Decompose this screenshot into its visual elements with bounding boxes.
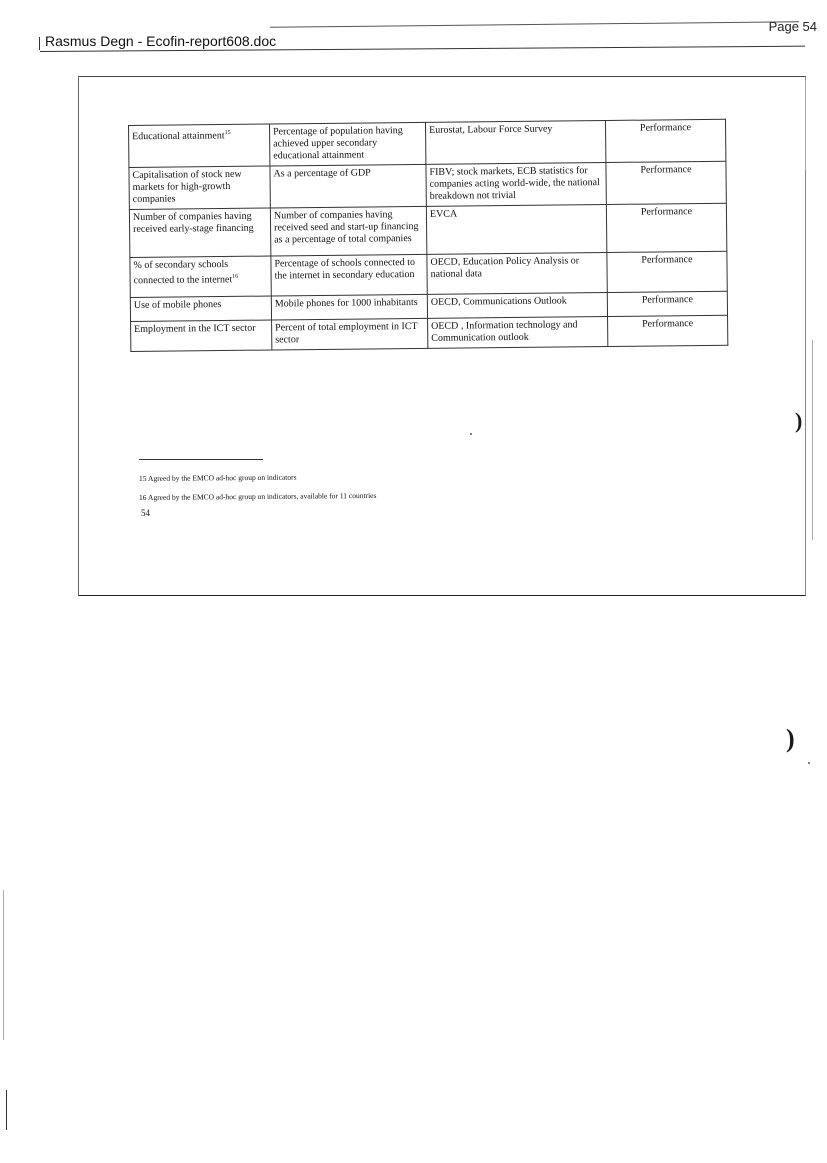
indicator-cell xyxy=(129,208,270,257)
page-number: 54 xyxy=(141,508,150,518)
indicator-cell xyxy=(129,124,270,167)
table-row xyxy=(130,251,727,297)
footnote-rule xyxy=(139,459,263,460)
table-row xyxy=(129,203,726,257)
table-row xyxy=(131,315,728,351)
definition-cell: Percentage of population having achieved upper secondary educational attainment xyxy=(269,122,425,166)
scan-speck xyxy=(470,433,472,435)
definition-cell: As a percentage of GDP xyxy=(270,164,426,208)
scan-bracket-mark: ) xyxy=(795,408,803,433)
type-cell: Performance xyxy=(606,203,726,252)
indicator-label: Educational attainment xyxy=(132,130,225,143)
indicator-cell xyxy=(131,320,272,351)
indicator-cell xyxy=(130,256,271,297)
footnote-15: 15 Agreed by the EMCO ad-hoc group on indicators xyxy=(139,472,297,483)
table-row xyxy=(129,119,726,167)
footnote-ref: 16 xyxy=(232,273,239,280)
type-cell: Performance xyxy=(606,161,726,204)
footnote-ref: 15 xyxy=(224,129,231,136)
indicators-table xyxy=(128,119,728,352)
document-filename: Rasmus Degn - Ecofin-report608.doc xyxy=(45,33,277,49)
source-cell: FIBV; stock markets, ECB statistics for companies acting world-wide, the national breakdown not trivial xyxy=(426,162,606,206)
indicator-label: % of secondary schools connected to the internet xyxy=(133,258,233,287)
top-thin-rule xyxy=(270,21,799,28)
scan-edge-mark xyxy=(6,1090,7,1130)
footnote-16: 16 Agreed by the EMCO ad-hoc group on indicators, available for 11 countries xyxy=(139,490,377,502)
indicator-label: Use of mobile phones xyxy=(133,299,222,311)
definition-cell: Percent of total employment in ICT sector xyxy=(272,318,428,350)
type-cell: Performance xyxy=(607,291,727,316)
indicator-label: Number of companies having received early-stage financing xyxy=(132,210,254,235)
source-cell: Eurostat, Labour Force Survey xyxy=(425,120,605,164)
definition-cell: Number of companies having received seed and start-up financing as a percentage of total companies xyxy=(270,206,426,256)
indicator-label: Capitalisation of stock new markets for high-growth companies xyxy=(132,168,242,205)
indicator-cell xyxy=(130,296,271,321)
scan-speck xyxy=(808,762,810,764)
source-cell: OECD , Information technology and Communication outlook xyxy=(428,316,608,348)
type-cell: Performance xyxy=(605,119,725,162)
scan-bracket-mark: ) xyxy=(786,724,795,753)
source-cell: EVCA xyxy=(426,204,606,254)
type-cell: Performance xyxy=(607,251,727,292)
type-cell: Performance xyxy=(608,315,728,346)
source-cell: OECD, Communications Outlook xyxy=(427,292,607,318)
scan-edge-mark xyxy=(812,340,813,540)
indicator-cell xyxy=(129,166,270,209)
source-cell: OECD, Education Policy Analysis or national data xyxy=(427,252,607,294)
definition-cell: Percentage of schools connected to the internet in secondary education xyxy=(271,254,427,296)
page-header-number: Page 54 xyxy=(768,19,817,34)
table-row xyxy=(129,161,726,209)
scan-edge-mark xyxy=(3,890,4,1040)
indicator-label: Employment in the ICT sector xyxy=(134,322,256,335)
definition-cell: Mobile phones for 1000 inhabitants xyxy=(271,294,427,320)
scan-edge-mark xyxy=(805,80,806,170)
